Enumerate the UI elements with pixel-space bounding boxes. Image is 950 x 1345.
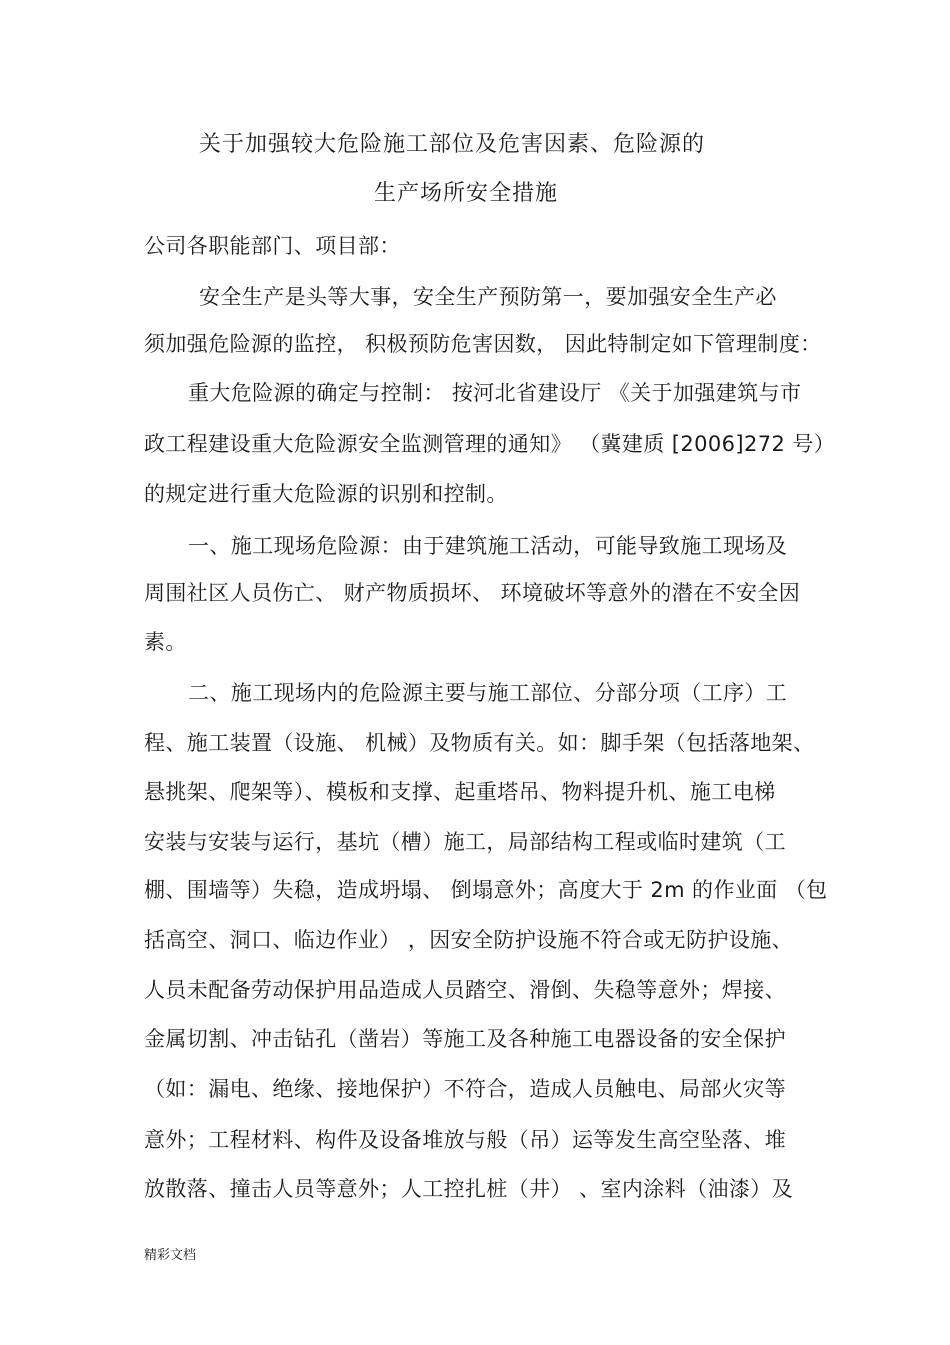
paragraph-line: 周围社区人员伤亡、 财产物质损坏、 环境破坏等意外的潜在不安全因	[144, 581, 801, 605]
paragraph-line: 须加强危险源的监控， 积极预防危害因数， 因此特制定如下管理制度：	[144, 332, 822, 356]
paragraph-line: 意外；工程材料、构件及设备堆放与般（吊）运等发生高空坠落、堆	[144, 1128, 786, 1152]
document-title-line-1: 关于加强较大危险施工部位及危害因素、危险源的	[199, 132, 706, 157]
paragraph-line: 二、施工现场内的危险源主要与施工部位、分部分项（工序）工	[188, 681, 788, 705]
paragraph-line: 棚、围墙等）失稳，造成坍塌、 倒塌意外；高度大于 2m 的作业面 （包	[144, 878, 828, 902]
footer-label: 精彩文档	[144, 1248, 197, 1263]
paragraph-line: 金属切割、冲击钻孔（凿岩）等施工及各种施工电器设备的安全保护	[144, 1027, 786, 1051]
paragraph-line: 安全生产是头等大事，安全生产预防第一，要加强安全生产必	[199, 285, 777, 309]
paragraph-line: 程、施工装置（设施、 机械）及物质有关。如：脚手架（包括落地架、	[144, 731, 815, 755]
salutation: 公司各职能部门、项目部：	[144, 234, 401, 258]
paragraph-line: 括高空、洞口、临边作业） ，因安全防护设施不符合或无防护设施、	[144, 928, 794, 952]
paragraph-line: 重大危险源的确定与控制： 按河北省建设厅 《关于加强建筑与市	[188, 381, 802, 405]
paragraph-line: 的规定进行重大危险源的识别和控制。	[144, 482, 508, 506]
document-title-line-2: 生产场所安全措施	[374, 181, 559, 206]
paragraph-line: 人员未配备劳动保护用品造成人员踏空、滑倒、失稳等意外；焊接、	[144, 978, 786, 1002]
paragraph-line: 放散落、撞击人员等意外；人工控扎桩（井） 、室内涂料（油漆）及	[144, 1177, 794, 1201]
paragraph-line: 悬挑架、爬架等）、模板和支撑、起重塔吊、物料提升机、施工电梯	[144, 780, 776, 804]
paragraph-line: 政工程建设重大危险源安全监测管理的通知》 （冀建质 [2006]272 号）	[144, 432, 836, 456]
paragraph-line: 一、施工现场危险源：由于建筑施工活动，可能导致施工现场及	[188, 534, 788, 558]
paragraph-line: 安装与安装与运行，基坑（槽）施工，局部结构工程或临时建筑（工	[144, 830, 786, 854]
paragraph-line: （如：漏电、绝缘、接地保护）不符合，造成人员触电、局部火灾等	[144, 1077, 786, 1101]
paragraph-line: 素。	[144, 630, 187, 654]
